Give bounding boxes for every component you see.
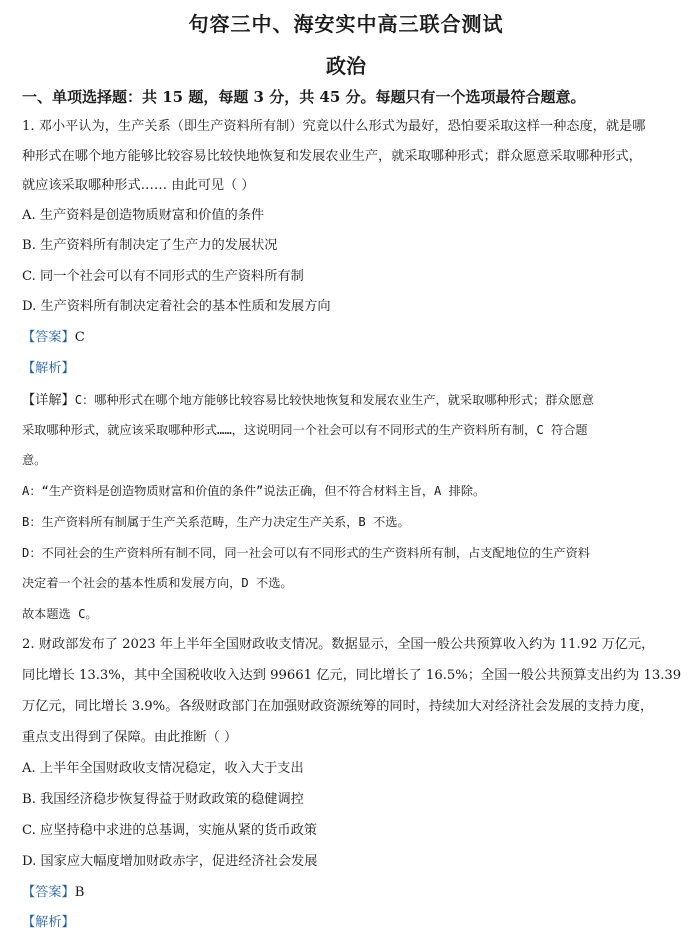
q1-detail-line: 决定着一个社会的基本性质和发展方向，D 不选。 (22, 576, 293, 590)
answer-value: C (74, 330, 85, 345)
answer-tag: 【答案】 (22, 885, 75, 900)
q1-stem-line: 就应该采取哪种形式…… 由此可见（ ） (22, 178, 255, 193)
q2-stem-line: 重点支出得到了保障。由此推断（ ） (22, 730, 238, 745)
q2-answer (22, 884, 84, 902)
q1-option-a: A. 生产资料是创造物质财富和价值的条件 (22, 208, 265, 223)
detail-text: C：哪种形式在哪个地方能够比较容易比较快地恢复和发展农业生产，就采取哪种形式；群众愿意 (74, 393, 594, 407)
q1-analysis-tag: 【解析】 (22, 361, 75, 376)
q2-stem-line: 2. 财政部发布了 2023 年上半年全国财政收支情况。数据显示，全国一般公共预算收入约为 11.92 万亿元， (22, 637, 655, 652)
q1-option-d: D. 生产资料所有制决定着社会的基本性质和发展方向 (22, 299, 331, 314)
q1-detail-line: 故本题选 C。 (22, 607, 98, 621)
q2-option-d: D. 国家应大幅度增加财政赤字，促进经济社会发展 (22, 854, 318, 869)
exam-subject: 政治 (326, 54, 366, 78)
q1-detail-line (22, 391, 594, 410)
q1-answer (22, 329, 85, 347)
q1-detail-line: 采取哪种形式，就应该采取哪种形式……，这说明同一个社会可以有不同形式的生产资料所有制，C 符合题 (22, 423, 588, 437)
q2-stem-line: 万亿元，同比增长 3.9%。各级财政部门在加强财政资源统筹的同时，持续加大对经济社会发展的支持力度， (22, 699, 654, 714)
detail-tag: 【详解】 (22, 393, 75, 408)
q1-detail-line: D：不同社会的生产资料所有制不同，同一社会可以有不同形式的生产资料所有制，占支配地位的生产资料 (22, 546, 590, 560)
answer-tag: 【答案】 (22, 330, 75, 345)
q2-option-a: A. 上半年全国财政收支情况稳定，收入大于支出 (22, 761, 304, 776)
q2-analysis-tag: 【解析】 (22, 915, 75, 930)
q1-detail-line: 意。 (22, 453, 47, 467)
section-heading: 一、单项选择题：共 15 题，每题 3 分，共 45 分。每题只有一个选项最符合题意。 (22, 88, 586, 106)
q1-detail-line: B：生产资料所有制属于生产关系范畴，生产力决定生产关系，B 不选。 (22, 515, 410, 529)
q2-option-b: B. 我国经济稳步恢复得益于财政政策的稳健调控 (22, 792, 304, 807)
q2-option-c: C. 应坚持稳中求进的总基调，实施从紧的货币政策 (22, 823, 317, 838)
q1-stem-line: 1. 邓小平认为，生产关系（即生产资料所有制）究竟以什么形式为最好，恐怕要采取这样一种态度，就是哪 (22, 119, 646, 134)
exam-title: 句容三中、海安实中高三联合测试 (188, 12, 504, 36)
q1-option-c: C. 同一个社会可以有不同形式的生产资料所有制 (22, 269, 304, 284)
answer-value: B (74, 885, 85, 900)
q1-stem-line: 种形式在哪个地方能够比较容易比较快地恢复和发展农业生产，就采取哪种形式；群众愿意采取哪种形式， (22, 149, 642, 164)
q2-stem-line: 同比增长 13.3%，其中全国税收收入达到 99661 亿元，同比增长了 16.5%；全国一般公共预算支出约为 13.39 (22, 668, 682, 683)
q1-option-b: B. 生产资料所有制决定了生产力的发展状况 (22, 238, 278, 253)
q1-detail-line: A：“生产资料是创造物质财富和价值的条件”说法正确，但不符合材料主旨，A 排除。 (22, 484, 486, 498)
